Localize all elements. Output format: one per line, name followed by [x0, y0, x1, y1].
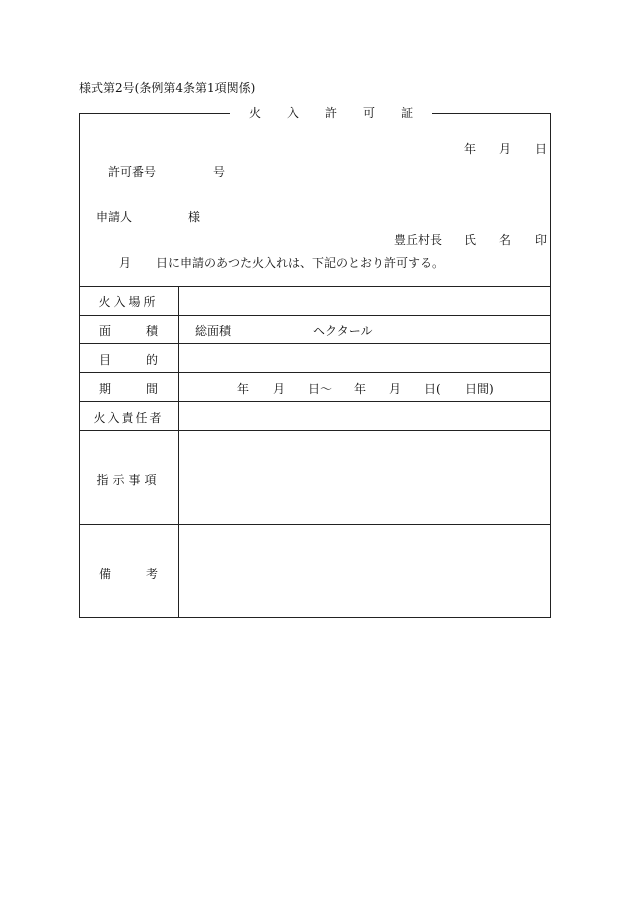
- period-days: 日間): [465, 382, 494, 396]
- row-label-period-b: 間: [146, 382, 159, 396]
- period-month-1: 月: [273, 382, 286, 396]
- row-label-instructions: 指示事項: [96, 473, 161, 487]
- table-divider: [79, 315, 551, 316]
- applicant-honorific: 様: [188, 210, 201, 224]
- row-label-period-a: 期: [99, 382, 112, 396]
- statement-month: 月: [119, 256, 132, 270]
- row-label-area-a: 面: [99, 324, 112, 338]
- title-char: 入: [287, 106, 300, 120]
- table-divider: [79, 286, 551, 287]
- period-month-2: 月: [389, 382, 402, 396]
- statement-text: 日に申請のあつた火入れは、下記のとおり許可する。: [156, 256, 445, 270]
- permit-number-suffix: 号: [213, 165, 226, 179]
- table-divider: [79, 430, 551, 431]
- area-total-label: 総面積: [195, 324, 232, 338]
- row-label-area-b: 積: [146, 324, 159, 338]
- row-label-purpose-a: 目: [99, 353, 112, 367]
- row-label-responsible: 火入責任者: [93, 411, 164, 425]
- table-divider: [79, 401, 551, 402]
- area-unit: ヘクタール: [313, 324, 373, 338]
- title-char: 可: [363, 106, 376, 120]
- title-char: 証: [401, 106, 414, 120]
- title-char: 許: [325, 106, 338, 120]
- form-label: 様式第2号(条例第4条第1項関係): [79, 81, 256, 95]
- table-divider: [79, 343, 551, 344]
- seal-mark: 印: [535, 233, 548, 247]
- row-label-remarks-a: 備: [99, 567, 112, 581]
- date-month: 月: [499, 142, 512, 156]
- table-divider: [79, 372, 551, 373]
- date-day: 日: [535, 142, 548, 156]
- row-label-remarks-b: 考: [146, 567, 159, 581]
- row-label-location: 火入場所: [98, 295, 159, 309]
- period-year-2: 年: [354, 382, 367, 396]
- period-day-2: 日(: [424, 382, 441, 396]
- applicant-label: 申請人: [96, 210, 133, 224]
- table-divider: [79, 524, 551, 525]
- row-label-purpose-b: 的: [146, 353, 159, 367]
- permit-number-label: 許可番号: [108, 165, 157, 179]
- issuer-name-label: 氏: [464, 233, 477, 247]
- period-day-1: 日〜: [308, 382, 333, 396]
- table-column-divider: [178, 286, 179, 617]
- document-title: [230, 104, 432, 121]
- issuer-name-label-2: 名: [499, 233, 512, 247]
- title-char: 火: [249, 106, 262, 120]
- date-year: 年: [464, 142, 477, 156]
- issuer-title: 豊丘村長: [394, 233, 443, 247]
- period-year-1: 年: [237, 382, 250, 396]
